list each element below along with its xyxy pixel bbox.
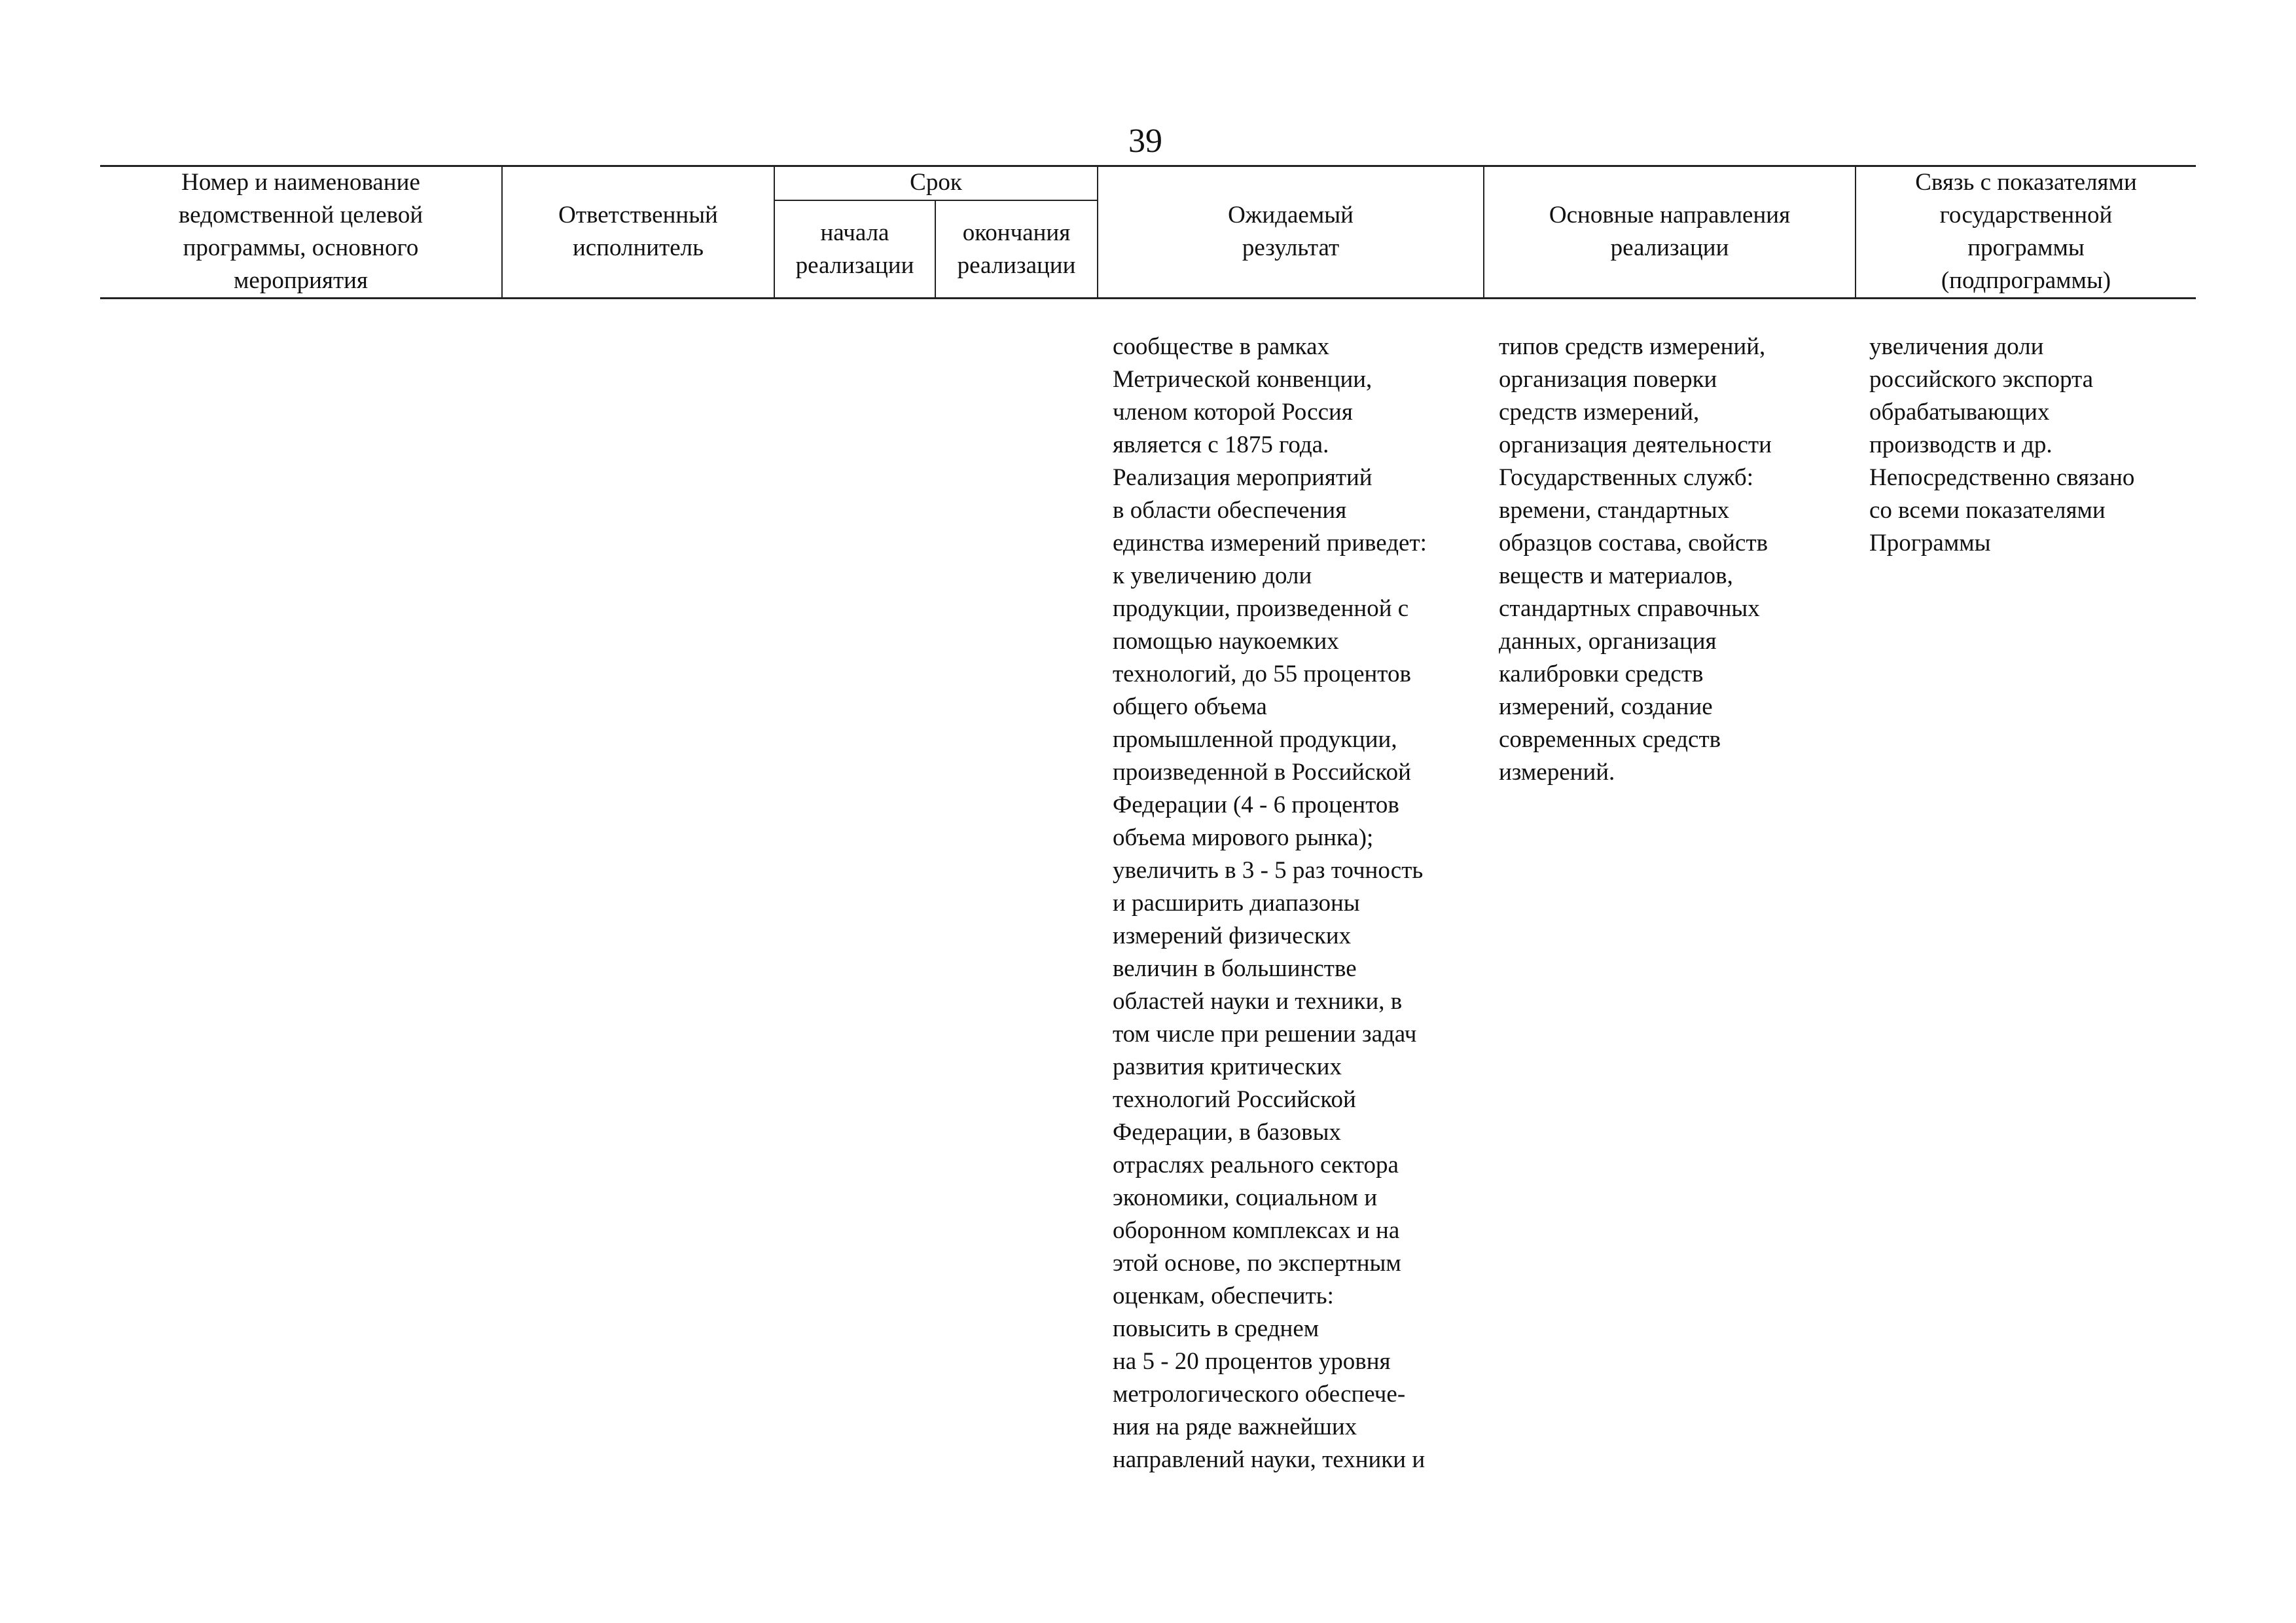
cell-expected-result: сообществе в рамках Метрической конвенции, членом которой Россия является с 1875 года. Реализация мероприятий в области обеспечения единства измерений приведет: к увеличению доли продукции, произведенной с помощью наукоемких технологий, до 55 процентов общего объема промышленной продукции, произведенной в Российской Федерации (4 - 6 процентов объема мирового рынка); увеличить в 3 - 5 раз точность и расширить диапазоны измерений физических величин в большинстве областей науки и техники, в том числе при решении задач развития критических технологий Российской Федерации, в базовых отраслях реального сектора экономики, социальном и оборонном комплексах и на этой основе, по экспертным оценкам, обеспечить: повысить в среднем на 5 - 20 процентов уровня метрологического обеспече- ния на ряде важнейших направлений науки, техники и bbox=[1113, 333, 1427, 1473]
header-result: Ожидаемый результат bbox=[1228, 202, 1354, 261]
header-indicators: Связь с показателями государственной программы (подпрограммы) bbox=[1915, 169, 2137, 294]
header-term: Срок bbox=[910, 169, 962, 196]
header-term-end: окончания реализации bbox=[957, 219, 1076, 279]
cell-indicators: увеличения доли российского экспорта обрабатывающих производств и др. Непосредственно связано со всеми показателями Программы bbox=[1869, 333, 2135, 556]
header-directions: Основные направления реализации bbox=[1549, 202, 1791, 261]
header-executor: Ответственный исполнитель bbox=[558, 202, 718, 261]
header-term-start: начала реализации bbox=[795, 219, 914, 279]
cell-directions: типов средств измерений, организация поверки средств измерений, организация деятельности Государственных служб: времени, стандартных образцов состава, свойств веществ и материалов, стандартных справочных данных, организация калибровки средств измерений, создание современных средств измерений. bbox=[1499, 333, 1772, 786]
page-number: 39 bbox=[1128, 122, 1162, 160]
header-program: Номер и наименование ведомственной целевой программы, основного мероприятия bbox=[178, 169, 423, 294]
